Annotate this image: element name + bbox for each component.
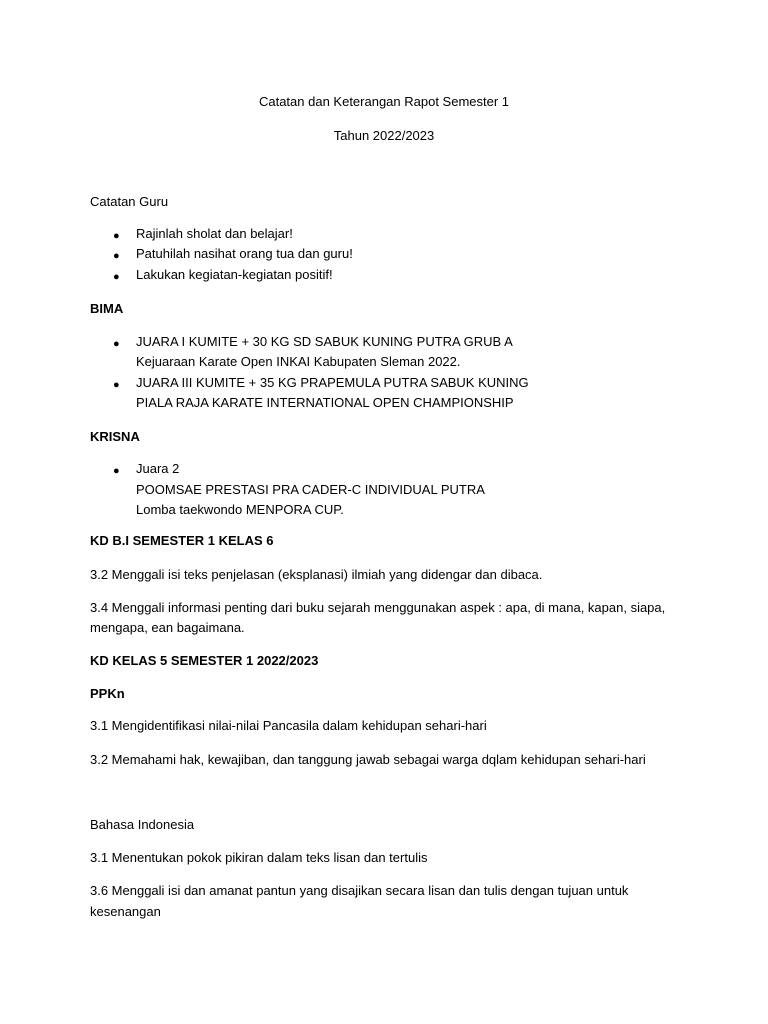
- bima-item-line: JUARA III KUMITE + 35 KG PRAPEMULA PUTRA SABUK KUNING: [136, 375, 529, 390]
- bullet-icon: ●: [113, 465, 120, 477]
- bahasa-item: 3.6 Menggali isi dan amanat pantun yang disajikan secara lisan dan tulis dengan tujuan untuk: [90, 883, 629, 898]
- bima-item-line: Kejuaraan Karate Open INKAI Kabupaten Sleman 2022.: [136, 354, 461, 369]
- kd-bi-item: 3.2 Menggali isi teks penjelasan (eksplanasi) ilmiah yang didengar dan dibaca.: [90, 567, 543, 582]
- bullet-icon: ●: [113, 230, 120, 242]
- bahasa-item-continued: kesenangan: [90, 904, 161, 919]
- catatan-item: Lakukan kegiatan-kegiatan positif!: [136, 267, 333, 282]
- bullet-icon: ●: [113, 250, 120, 262]
- catatan-item: Rajinlah sholat dan belajar!: [136, 226, 293, 241]
- catatan-guru-heading: Catatan Guru: [90, 194, 169, 209]
- krisna-item-line: Lomba taekwondo MENPORA CUP.: [136, 502, 344, 517]
- bima-item-line: PIALA RAJA KARATE INTERNATIONAL OPEN CHAMPIONSHIP: [136, 395, 514, 410]
- krisna-heading: KRISNA: [90, 429, 140, 444]
- catatan-item: Patuhilah nasihat orang tua dan guru!: [136, 246, 353, 261]
- bullet-icon: ●: [113, 271, 120, 283]
- document-title: Catatan dan Keterangan Rapot Semester 1: [258, 94, 510, 109]
- bima-heading: BIMA: [90, 301, 124, 316]
- bahasa-item: 3.1 Menentukan pokok pikiran dalam teks lisan dan tertulis: [90, 850, 428, 865]
- bullet-icon: ●: [113, 338, 120, 350]
- krisna-item-line: Juara 2: [136, 461, 180, 476]
- ppkn-heading: PPKn: [90, 686, 125, 701]
- kd-kelas5-heading: KD KELAS 5 SEMESTER 1 2022/2023: [90, 653, 319, 668]
- kd-bi-heading: KD B.I SEMESTER 1 KELAS 6: [90, 533, 274, 548]
- ppkn-item: 3.2 Memahami hak, kewajiban, dan tanggung jawab sebagai warga dqlam kehidupan sehari-hari: [90, 752, 646, 767]
- kd-bi-item-continued: mengapa, ean bagaimana.: [90, 620, 245, 635]
- bahasa-indonesia-heading: Bahasa Indonesia: [90, 817, 195, 832]
- krisna-item-line: POOMSAE PRESTASI PRA CADER-C INDIVIDUAL PUTRA: [136, 482, 485, 497]
- bima-item-line: JUARA I KUMITE + 30 KG SD SABUK KUNING PUTRA GRUB A: [136, 334, 513, 349]
- kd-bi-item: 3.4 Menggali informasi penting dari buku sejarah menggunakan aspek : apa, di mana, kapan, siapa,: [90, 600, 666, 615]
- document-subtitle: Tahun 2022/2023: [333, 128, 435, 143]
- ppkn-item: 3.1 Mengidentifikasi nilai-nilai Pancasila dalam kehidupan sehari-hari: [90, 718, 487, 733]
- bullet-icon: ●: [113, 379, 120, 391]
